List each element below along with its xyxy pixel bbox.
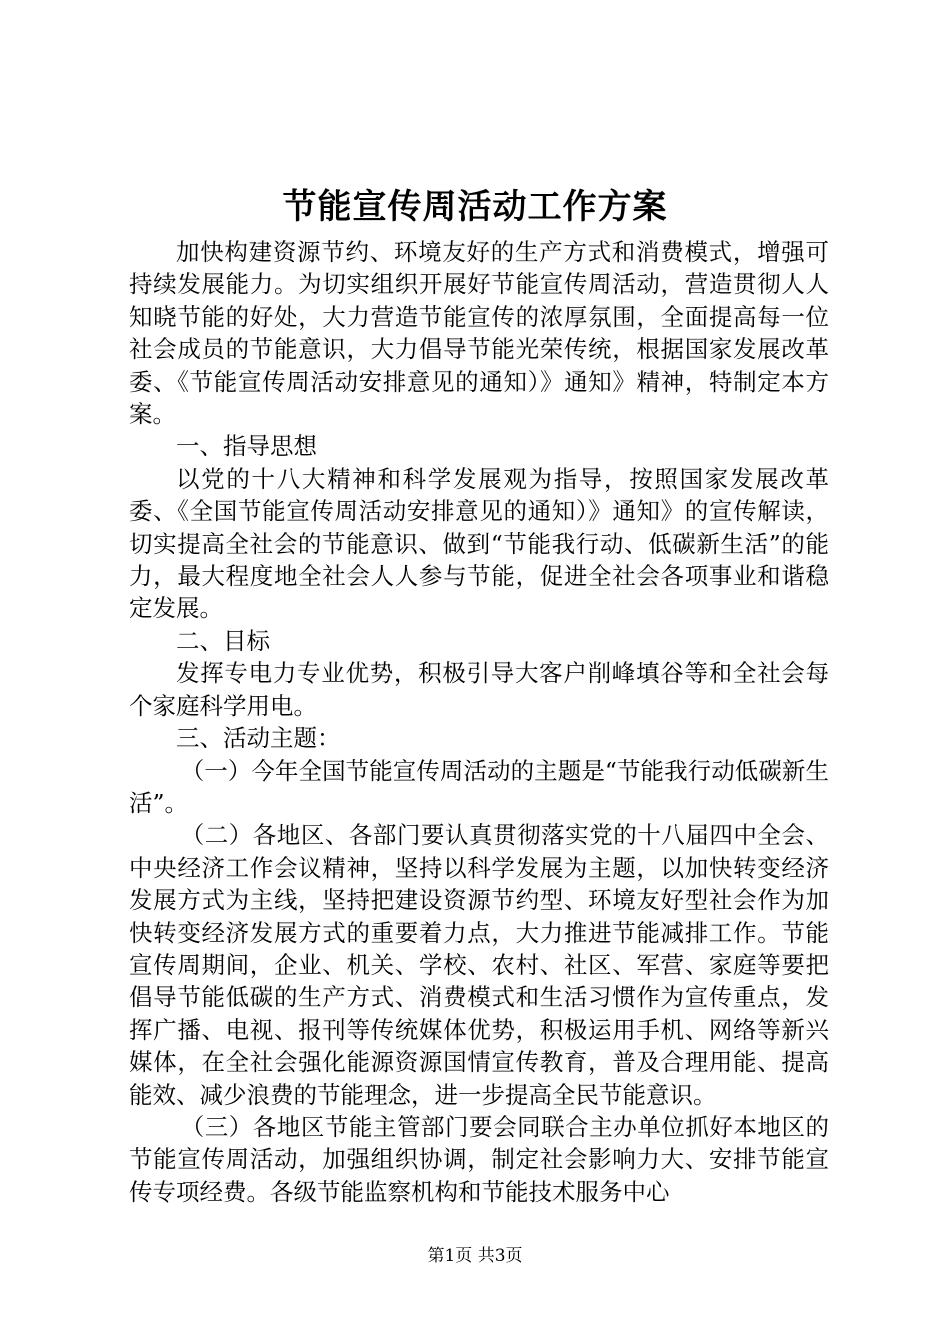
paragraph-theme-1: （一）今年全国节能宣传周活动的主题是“节能我行动低碳新生活”。: [129, 756, 829, 817]
heading-guiding-ideology: 一、指导思想: [176, 432, 317, 461]
document-title: 节能宣传周活动工作方案: [282, 187, 668, 227]
paragraph-theme-2: （二）各地区、各部门要认真贯彻落实党的十八届四中全会、中央经济工作会议精神，坚持以科学发展为主题，以加快转变经济发展方式为主线，坚持把建设资源节约型、环境友好型社会作为加快转变经济发展方式的重要着力点，大力推进节能减排工作。节能宣传周期间，企业、机关、学校、农村、社区、军营、家庭等要把倡导节能低碳的生产方式、消费模式和生活习惯作为宣传重点，发挥广播、电视、报刊等传统媒体优势，积极运用手机、网络等新兴媒体，在全社会强化能源资源国情宣传教育，普及合理用能、提高能效、减少浪费的节能理念，进一步提高全民节能意识。: [129, 821, 829, 1109]
page-number-footer: 第1页 共3页: [427, 1246, 523, 1266]
document-body: [129, 236, 829, 1208]
heading-activity-theme: 三、活动主题：: [176, 724, 341, 753]
paragraph-guiding-ideology: 以党的十八大精神和科学发展观为指导，按照国家发展改革委、《全国节能宣传周活动安排意见的通知）》通知》的宣传解读，切实提高全社会的节能意识、做到“节能我行动、低碳新生活”的能力，最大程度地全社会人人参与节能，促进全社会各项事业和谐稳定发展。: [129, 464, 829, 623]
paragraph-goal: 发挥专电力专业优势，积极引导大客户削峰填谷等和全社会每个家庭科学用电。: [129, 659, 829, 720]
paragraph-theme-3: （三）各地区节能主管部门要会同联合主办单位抓好本地区的节能宣传周活动，加强组织协调，制定社会影响力大、安排节能宣传专项经费。各级节能监察机构和节能技术服务中心: [129, 1112, 829, 1206]
heading-goal: 二、目标: [176, 626, 270, 655]
paragraph-intro: 加快构建资源节约、环境友好的生产方式和消费模式，增强可持续发展能力。为切实组织开展好节能宣传周活动，营造贯彻人人知晓节能的好处，大力营造节能宣传的浓厚氛围，全面提高每一位社会成员的节能意识，大力倡导节能光荣传统，根据国家发展改革委、《节能宣传周活动安排意见的通知）》通知》精神，特制定本方案。: [129, 238, 829, 429]
